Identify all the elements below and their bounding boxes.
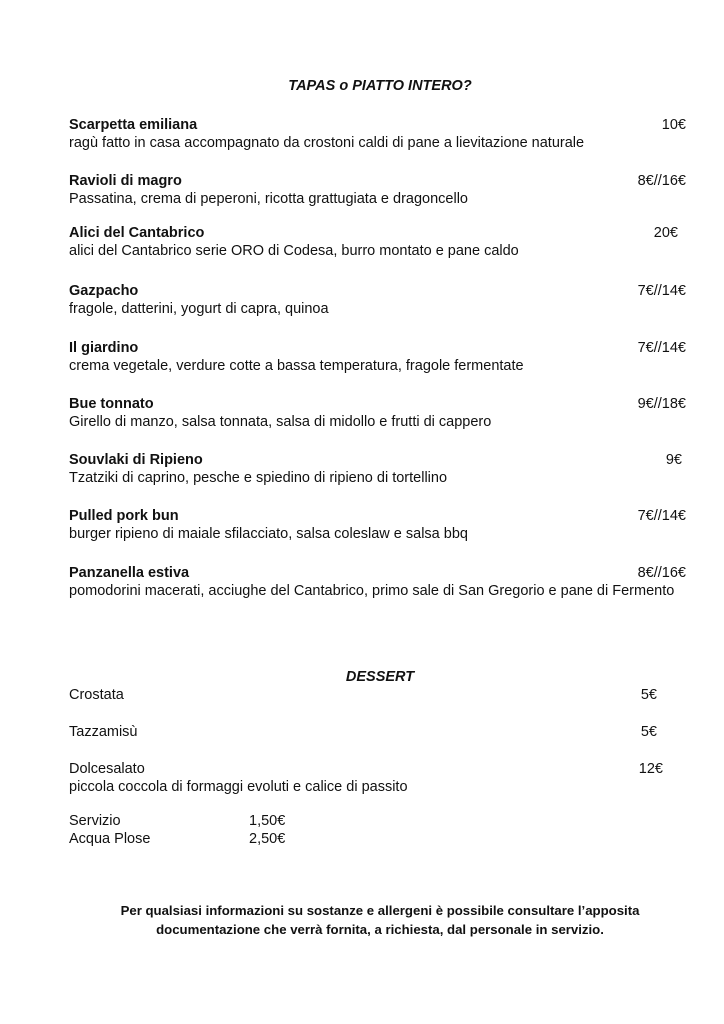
dessert-item-name: Tazzamisù: [69, 724, 138, 740]
menu-item-price: 7€//14€: [637, 508, 686, 524]
menu-item: [69, 282, 686, 318]
tapas-section-title: TAPAS o PIATTO INTERO?: [288, 78, 472, 94]
menu-item-description: Tzatziki di caprino, pesche e spiedino di ripieno di tortellino: [69, 470, 448, 486]
menu-item: [69, 172, 686, 208]
menu-item-price: 7€//14€: [637, 340, 686, 356]
menu-item: [69, 339, 686, 375]
extra-row: [69, 830, 309, 848]
extra-price: 1,50€: [249, 813, 286, 829]
menu-item-name: Il giardino: [69, 340, 139, 356]
dessert-section-title: DESSERT: [345, 669, 415, 685]
dessert-item: [69, 723, 657, 741]
menu-item-name: Scarpetta emiliana: [69, 117, 198, 133]
menu-item-name: Alici del Cantabrico: [69, 225, 205, 241]
dessert-item-name: Dolcesalato: [69, 761, 145, 777]
allergen-note-line-2: documentazione che verrà fornita, a richiesta, dal personale in servizio.: [156, 922, 604, 937]
menu-item-name: Gazpacho: [69, 283, 139, 299]
menu-item-description: alici del Cantabrico serie ORO di Codesa, burro montato e pane caldo: [69, 243, 519, 259]
extra-price: 2,50€: [249, 831, 286, 847]
menu-item-description: ragù fatto in casa accompagnato da crostoni caldi di pane a lievitazione naturale: [69, 135, 585, 151]
menu-item-price: 9€//18€: [637, 396, 686, 412]
dessert-item-price: 5€: [640, 687, 657, 703]
menu-item: [69, 224, 686, 260]
menu-item-description: fragole, datterini, yogurt di capra, quinoa: [69, 301, 329, 317]
menu-item-description: Passatina, crema di peperoni, ricotta grattugiata e dragoncello: [69, 191, 468, 207]
dessert-item-name: Crostata: [69, 687, 124, 703]
allergen-note-line-1: Per qualsiasi informazioni su sostanze e allergeni è possibile consultare l’apposita: [120, 903, 640, 918]
menu-item: [69, 507, 686, 543]
menu-item-description: pomodorini macerati, acciughe del Cantabrico, primo sale di San Gregorio e pane di Fermento: [69, 583, 675, 599]
menu-item: [69, 451, 686, 487]
dessert-item-price: 12€: [638, 761, 663, 777]
menu-item-price: 7€//14€: [637, 283, 686, 299]
menu-item-name: Panzanella estiva: [69, 565, 190, 581]
menu-item-price: 9€: [665, 452, 682, 468]
menu-item-name: Ravioli di magro: [69, 173, 182, 189]
extra-label: Acqua Plose: [69, 831, 151, 847]
menu-item-description: crema vegetale, verdure cotte a bassa temperatura, fragole fermentate: [69, 358, 524, 374]
menu-item-price: 8€//16€: [637, 565, 686, 581]
menu-item-name: Souvlaki di Ripieno: [69, 452, 203, 468]
menu-item: [69, 564, 686, 600]
menu-item-description: burger ripieno di maiale sfilacciato, salsa coleslaw e salsa bbq: [69, 526, 468, 542]
extra-row: [69, 812, 309, 830]
menu-item-name: Bue tonnato: [69, 396, 154, 412]
menu-item-price: 8€//16€: [637, 173, 686, 189]
menu-item: [69, 116, 686, 152]
dessert-item: [69, 686, 657, 704]
menu-item-name: Pulled pork bun: [69, 508, 179, 524]
allergen-note: [60, 901, 700, 939]
extra-label: Servizio: [69, 813, 121, 829]
menu-item-price: 20€: [653, 225, 678, 241]
extras-list: [69, 812, 309, 848]
menu-item-description: Girello di manzo, salsa tonnata, salsa di midollo e frutti di cappero: [69, 414, 492, 430]
menu-item: [69, 395, 686, 431]
menu-item-price: 10€: [661, 117, 686, 133]
dessert-item: [69, 760, 663, 796]
dessert-item-price: 5€: [640, 724, 657, 740]
dessert-item-description: piccola coccola di formaggi evoluti e calice di passito: [69, 779, 408, 795]
